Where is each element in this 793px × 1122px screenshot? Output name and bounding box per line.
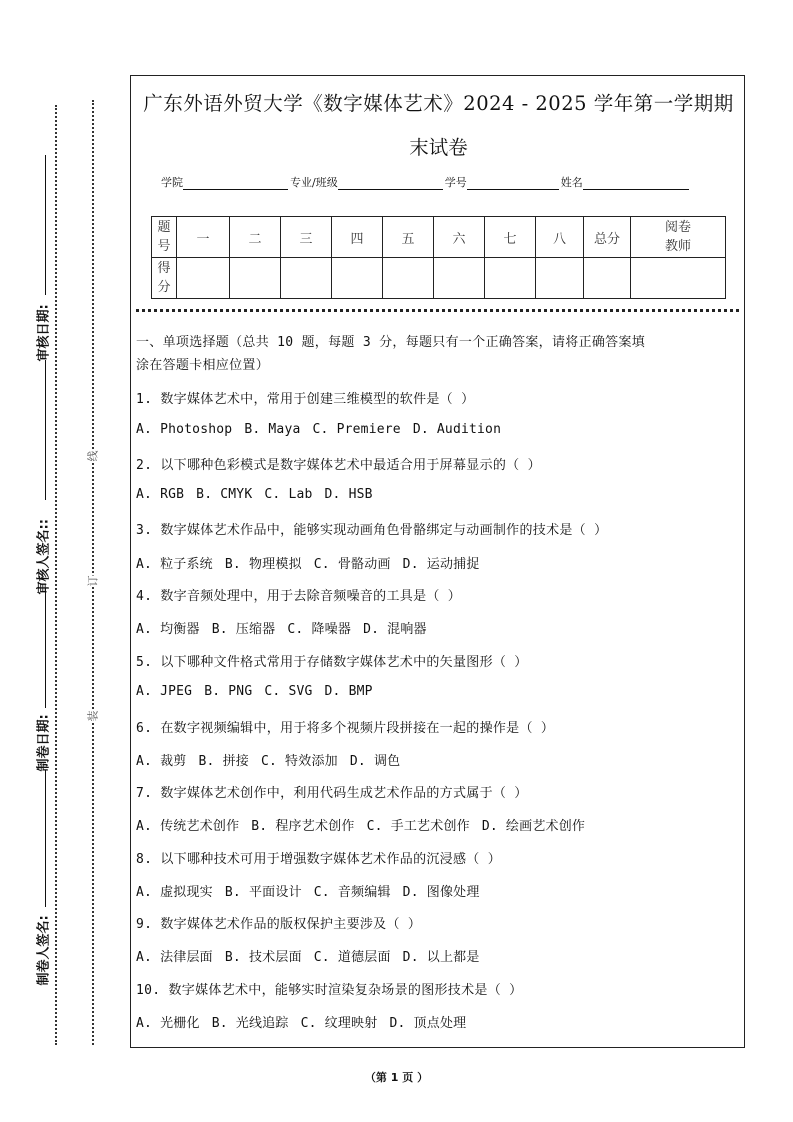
- score-table: [151, 216, 726, 299]
- option-d: D. 运动捕捉: [402, 557, 480, 572]
- option-a: A. 光栅化: [136, 1016, 200, 1031]
- options-8: [136, 881, 492, 900]
- option-a: A. 粒子系统: [136, 557, 213, 572]
- score-cell-grader[interactable]: [631, 258, 726, 299]
- option-c: C. 降噪器: [287, 622, 352, 637]
- options-10: [136, 1012, 478, 1031]
- college-field[interactable]: [183, 177, 288, 190]
- option-a: A. RGB: [136, 487, 185, 502]
- option-d: D. 混响器: [363, 622, 427, 637]
- option-b: B. 拼接: [198, 754, 249, 769]
- question-8: 8. 以下哪种技术可用于增强数字媒体艺术作品的沉浸感（ ）: [136, 852, 502, 867]
- option-b: B. 程序艺术创作: [251, 819, 355, 834]
- option-a: A. JPEG: [136, 684, 193, 699]
- exam-paper-frame: [130, 75, 745, 1048]
- major-class-field[interactable]: [338, 177, 443, 190]
- review-date-label: 审核日期:: [36, 304, 52, 362]
- section-1-heading: 一、单项选择题（总共 10 题，每题 3 分，每题只有一个正确答案，请将正确答案填 涂在答题卡相应位置）: [136, 335, 646, 373]
- score-row-header: 得 分: [152, 258, 177, 299]
- col-total: 总分: [584, 217, 631, 258]
- col-8: 八: [536, 217, 584, 258]
- question-6: 6. 在数字视频编辑中，用于将多个视频片段拼接在一起的操作是（ ）: [136, 721, 555, 736]
- score-table-header-row: [152, 217, 726, 258]
- option-c: C. SVG: [264, 684, 313, 699]
- option-a: A. 法律层面: [136, 950, 213, 965]
- options-6: [136, 750, 412, 769]
- option-d: D. 调色: [349, 754, 401, 769]
- col-1: 一: [177, 217, 230, 258]
- option-b: B. PNG: [204, 684, 253, 699]
- option-a: A. Photoshop: [136, 422, 233, 437]
- question-7: 7. 数字媒体艺术创作中，利用代码生成艺术作品的方式属于（ ）: [136, 786, 528, 801]
- student-id-field[interactable]: [467, 177, 559, 190]
- options-1: [136, 422, 513, 437]
- binding-dotted-line-outer: [92, 100, 94, 1045]
- question-10: 10. 数字媒体艺术中，能够实时渲染复杂场景的图形技术是（ ）: [136, 983, 523, 998]
- review-date-line: [45, 155, 46, 295]
- bind-char: 订: [86, 575, 100, 587]
- reviewer-sign-label: 审核人签名::: [36, 519, 52, 595]
- options-5: [136, 684, 385, 699]
- option-c: C. Lab: [264, 487, 313, 502]
- option-d: D. HSB: [324, 487, 373, 502]
- staple-char: 装: [86, 710, 100, 722]
- option-a: A. 均衡器: [136, 622, 200, 637]
- score-cell-7[interactable]: [485, 258, 536, 299]
- col-6: 六: [434, 217, 485, 258]
- option-b: B. CMYK: [196, 487, 253, 502]
- page-number: （第 1 页 ）: [364, 1071, 429, 1084]
- exam-title-continued: 末试卷: [409, 136, 468, 159]
- score-cell-2[interactable]: [230, 258, 281, 299]
- question-4: 4. 数字音频处理中，用于去除音频噪音的工具是（ ）: [136, 589, 462, 604]
- score-cell-4[interactable]: [332, 258, 383, 299]
- question-3: 3. 数字媒体艺术作品中，能够实现动画角色骨骼绑定与动画制作的技术是（ ）: [136, 523, 608, 538]
- option-c: C. 骨骼动画: [313, 557, 391, 572]
- student-id-label: 学号: [444, 176, 467, 189]
- score-cell-6[interactable]: [434, 258, 485, 299]
- student-info-row: [161, 174, 691, 190]
- option-d: D. Audition: [412, 422, 502, 437]
- col-5: 五: [383, 217, 434, 258]
- college-label: 学院: [161, 176, 183, 189]
- option-a: A. 传统艺术创作: [136, 819, 240, 834]
- question-number-header: 题 号: [152, 217, 177, 258]
- prep-sign-label: 制卷人签名:: [36, 915, 52, 986]
- options-2: [136, 487, 385, 502]
- option-d: D. 绘画艺术创作: [481, 819, 586, 834]
- option-c: C. Premiere: [312, 422, 401, 437]
- col-4: 四: [332, 217, 383, 258]
- name-field[interactable]: [583, 177, 689, 190]
- option-c: C. 音频编辑: [313, 885, 391, 900]
- prep-date-label: 制卷日期:: [36, 714, 52, 772]
- prep-date-line: [45, 588, 46, 708]
- option-b: B. 光线追踪: [211, 1016, 289, 1031]
- option-c: C. 手工艺术创作: [366, 819, 470, 834]
- binding-dotted-line-inner: [55, 105, 57, 1045]
- question-1: 1. 数字媒体艺术中，常用于创建三维模型的软件是（ ）: [136, 392, 475, 407]
- col-7: 七: [485, 217, 536, 258]
- score-cell-8[interactable]: [536, 258, 584, 299]
- reviewer-sign-line: [45, 360, 46, 500]
- question-2: 2. 以下哪种色彩模式是数字媒体艺术中最适合用于屏幕显示的（ ）: [136, 458, 541, 473]
- option-c: C. 道德层面: [313, 950, 391, 965]
- option-a: A. 虚拟现实: [136, 885, 213, 900]
- col-3: 三: [281, 217, 332, 258]
- col-2: 二: [230, 217, 281, 258]
- score-table-score-row: [152, 258, 726, 299]
- option-b: B. 技术层面: [224, 950, 302, 965]
- name-label: 姓名: [560, 176, 583, 189]
- options-4: [136, 618, 439, 637]
- score-cell-5[interactable]: [383, 258, 434, 299]
- score-cell-1[interactable]: [177, 258, 230, 299]
- option-c: C. 纹理映射: [300, 1016, 378, 1031]
- option-d: D. 图像处理: [402, 885, 480, 900]
- option-d: D. 以上都是: [402, 950, 480, 965]
- score-cell-total[interactable]: [584, 258, 631, 299]
- option-d: D. BMP: [324, 684, 373, 699]
- option-b: B. 平面设计: [224, 885, 302, 900]
- major-class-label: 专业/班级: [290, 176, 338, 189]
- options-3: [136, 553, 492, 572]
- question-9: 9. 数字媒体艺术作品的版权保护主要涉及（ ）: [136, 917, 422, 932]
- option-a: A. 裁剪: [136, 754, 187, 769]
- option-b: B. 压缩器: [211, 622, 276, 637]
- options-9: [136, 946, 492, 965]
- prep-sign-line: [45, 770, 46, 907]
- options-7: [136, 815, 597, 834]
- question-5: 5. 以下哪种文件格式常用于存储数字媒体艺术中的矢量图形（ ）: [136, 655, 528, 670]
- col-grader: 阅卷 教师: [631, 217, 726, 258]
- option-c: C. 特效添加: [260, 754, 338, 769]
- option-b: B. 物理模拟: [224, 557, 302, 572]
- option-d: D. 顶点处理: [389, 1016, 467, 1031]
- option-b: B. Maya: [244, 422, 301, 437]
- dotted-separator: [136, 309, 739, 312]
- exam-title: 广东外语外贸大学《数字媒体艺术》2024 - 2025 学年第一学期期: [143, 92, 734, 115]
- line-char: 线: [86, 450, 100, 462]
- score-cell-3[interactable]: [281, 258, 332, 299]
